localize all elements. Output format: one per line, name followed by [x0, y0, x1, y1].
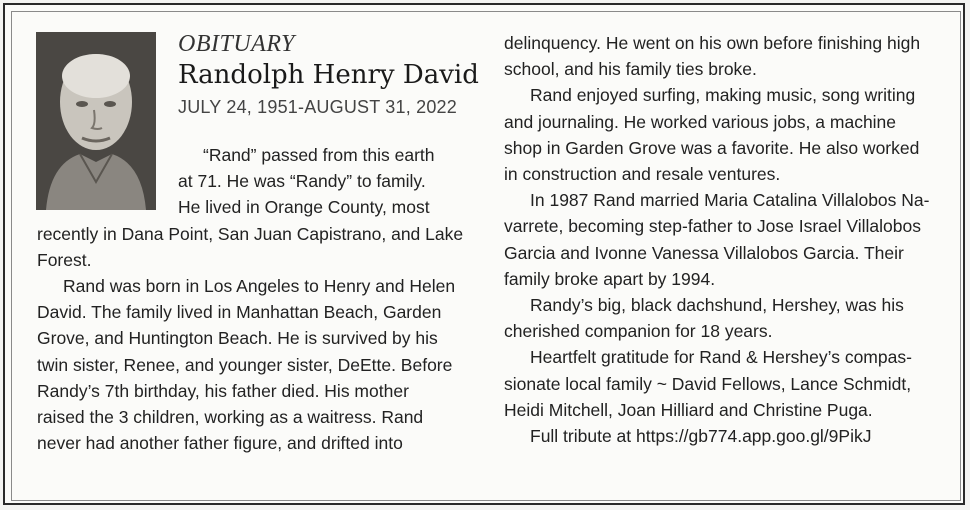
text-line: recently in Dana Point, San Juan Capistrano, and Lake: [37, 223, 464, 244]
text-line: Grove, and Huntington Beach. He is survived by his: [37, 328, 438, 349]
text-line: and journaling. He worked various jobs, a machine: [504, 111, 897, 132]
text-line: shop in Garden Grove was a favorite. He also worked: [504, 137, 920, 158]
text-line: Heidi Mitchell, Joan Hilliard and Christine Puga.: [504, 399, 873, 420]
text-line: never had another father figure, and drifted into: [37, 433, 403, 454]
text-line: Garcia and Ivonne Vanessa Villalobos Garcia. Their: [504, 242, 904, 263]
text-line: Randy’s 7th birthday, his father died. His mother: [37, 380, 409, 401]
text-line: twin sister, Renee, and younger sister, DeEtte. Before: [37, 354, 453, 375]
text-line: family broke apart by 1994.: [504, 268, 716, 289]
deceased-name: Randolph Henry David: [178, 60, 479, 90]
column-1: [37, 142, 463, 456]
text-line: In 1987 Rand married Maria Catalina Villalobos Na-: [530, 190, 930, 211]
section-kicker: OBITUARY: [178, 31, 295, 57]
text-line: sionate local family ~ David Fellows, Lance Schmidt,: [504, 373, 912, 394]
column-2: [504, 30, 929, 449]
text-line: in construction and resale ventures.: [504, 164, 781, 185]
text-line: Forest.: [37, 249, 92, 270]
obituary-header: [178, 30, 479, 122]
text-line: delinquency. He went on his own before finishing high: [504, 33, 921, 53]
text-line: Randy’s big, black dachshund, Hershey, was his: [530, 295, 904, 316]
text-line: at 71. He was “Randy” to family.: [178, 171, 426, 192]
text-line: Rand was born in Los Angeles to Henry and Helen: [63, 276, 456, 297]
text-line: David. The family lived in Manhattan Beach, Garden: [37, 302, 442, 323]
text-line: school, and his family ties broke.: [504, 59, 757, 80]
life-dates: JULY 24, 1951-AUGUST 31, 2022: [178, 97, 457, 117]
text-line: raised the 3 children, working as a waitress. Rand: [37, 407, 424, 428]
text-line: Heartfelt gratitude for Rand & Hershey’s compas-: [530, 347, 912, 368]
text-line: cherished companion for 18 years.: [504, 321, 773, 342]
text-line: varrete, becoming step-father to Jose Israel Villalobos: [504, 216, 921, 237]
text-line: Rand enjoyed surfing, making music, song writing: [530, 85, 916, 106]
tribute-link-line: Full tribute at https://gb774.app.goo.gl/9PikJ: [530, 426, 872, 447]
text-line: He lived in Orange County, most: [178, 197, 430, 218]
text-line: “Rand” passed from this earth: [203, 145, 435, 165]
